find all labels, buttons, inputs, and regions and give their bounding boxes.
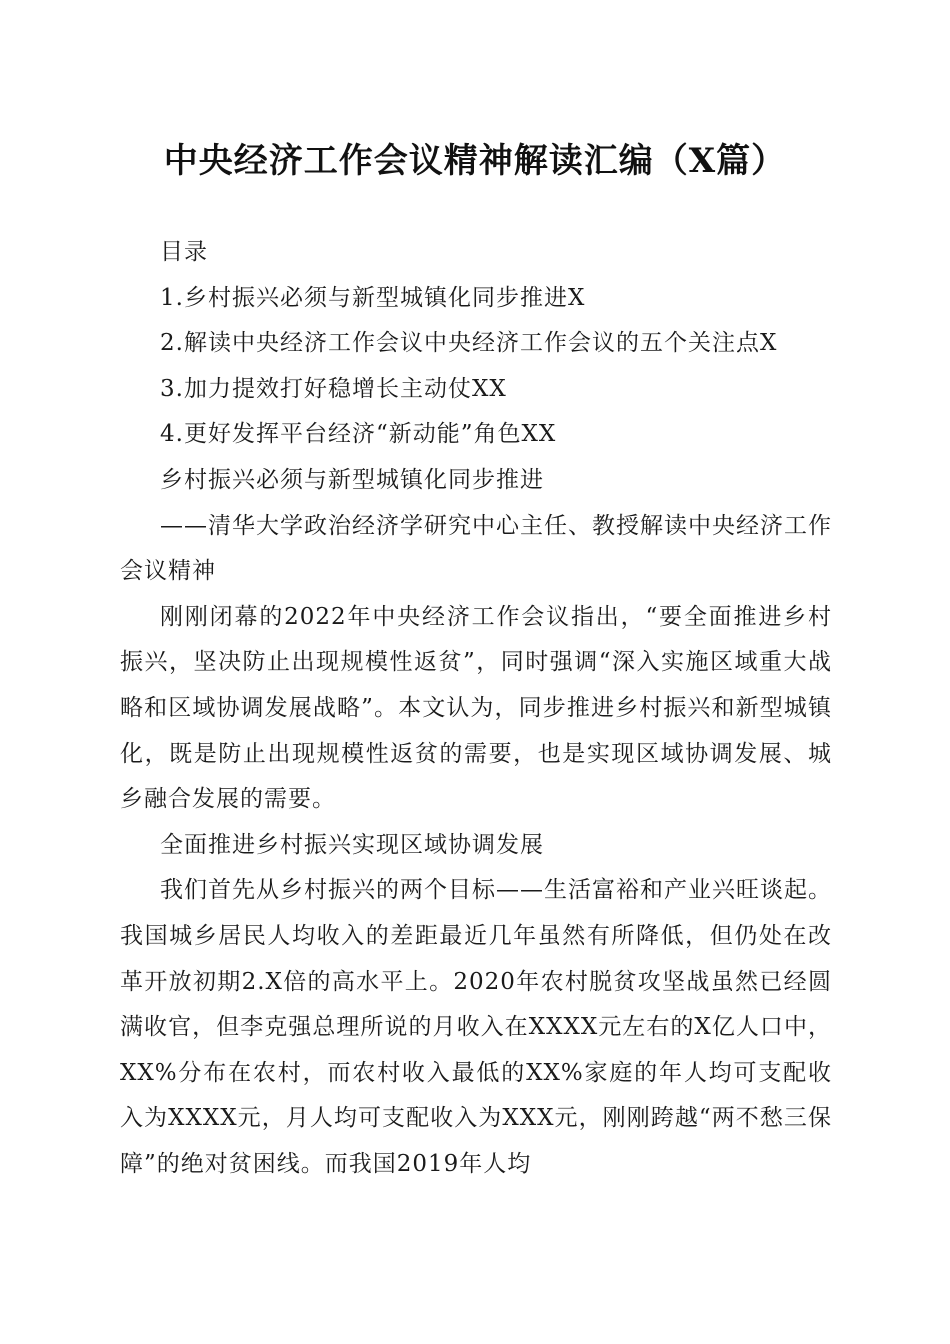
article-subheading: 全面推进乡村振兴实现区域协调发展	[160, 831, 544, 858]
article-paragraph-1: 刚刚闭幕的2022年中央经济工作会议指出，“要全面推进乡村振兴，坚决防止出现规模性返贫”，同时强调“深入实施区域重大战略和区域协调发展战略”。本文认为，同步推进乡村振兴和新型城镇化，既是防止出现规模性返贫的需要，也是实现区域协调发展、城乡融合发展的需要。	[120, 603, 832, 813]
toc-item-2: 2.解读中央经济工作会议中央经济工作会议的五个关注点X	[160, 330, 778, 357]
article-heading: 乡村振兴必须与新型城镇化同步推进	[160, 466, 544, 493]
article-paragraph-2: 我们首先从乡村振兴的两个目标——生活富裕和产业兴旺谈起。我国城乡居民人均收入的差距最近几年虽然有所降低，但仍处在改革开放初期2.X倍的高水平上。2020年农村脱贫攻坚战虽然已经圆满收官，但李克强总理所说的月收入在XXXX元左右的X亿人口中，XX%分布在农村，而农村收入最低的XX%家庭的年人均可支配收入为XXXX元，月人均可支配收入为XXX元，刚刚跨越“两不愁三保障”的绝对贫困线。而我国2019年人均	[120, 877, 832, 1177]
toc-item-3: 3.加力提效打好稳增长主动仗XX	[160, 375, 507, 402]
toc-heading: 目录	[160, 239, 208, 265]
article-byline: ——清华大学政治经济学研究中心主任、教授解读中央经济工作会议精神	[120, 512, 832, 585]
toc-item-1: 1.乡村振兴必须与新型城镇化同步推进X	[160, 284, 586, 311]
document-body	[120, 230, 832, 1187]
toc-item-4: 4.更好发挥平台经济“新动能”角色XX	[160, 421, 557, 448]
document-title: 中央经济工作会议精神解读汇编（X篇）	[163, 141, 787, 181]
